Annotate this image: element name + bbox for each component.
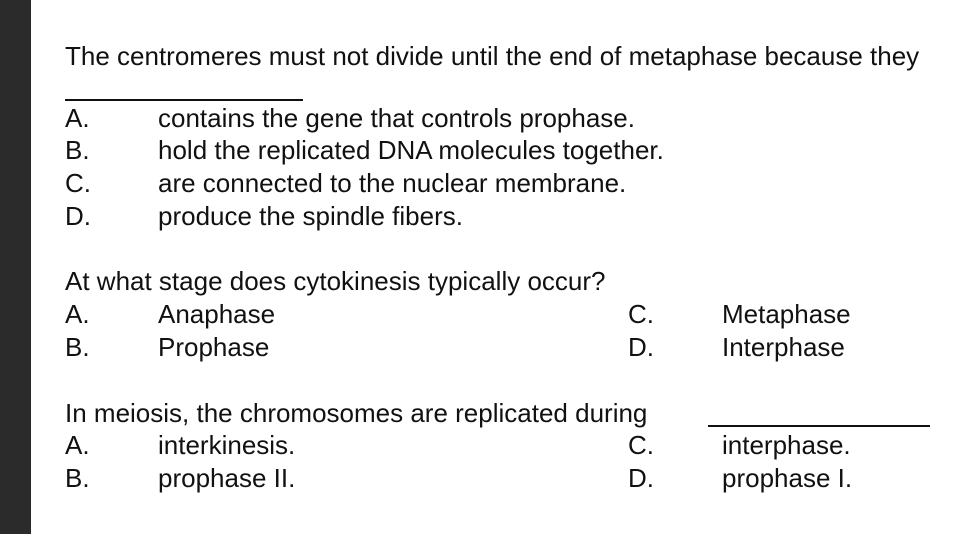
left-margin-bar — [0, 0, 31, 534]
question-1-option-b-letter: B. — [65, 135, 90, 165]
question-1-option-d-letter: D. — [65, 201, 91, 231]
question-2-option-d-text: Interphase — [722, 332, 845, 362]
question-2-option-b-text: Prophase — [158, 332, 270, 362]
question-3-option-c-text: interphase. — [722, 430, 851, 460]
question-3-option-c-letter: C. — [628, 430, 654, 460]
question-2-option-a-text: Anaphase — [158, 299, 276, 329]
question-1-option-c-text: are connected to the nuclear membrane. — [158, 168, 627, 198]
question-2-option-b-letter: B. — [65, 332, 90, 362]
question-1-option-c-letter: C. — [65, 168, 91, 198]
question-3-option-d-text: prophase I. — [722, 463, 853, 493]
question-1-option-a-text: contains the gene that controls prophase. — [158, 103, 635, 133]
question-3-option-a-letter: A. — [65, 430, 90, 460]
question-2-option-a-letter: A. — [65, 299, 90, 329]
question-3-option-b-letter: B. — [65, 463, 90, 493]
question-2-stem: At what stage does cytokinesis typically occur? — [65, 266, 606, 296]
question-3-stem: In meiosis, the chromosomes are replicated during — [65, 398, 648, 428]
document-page — [31, 0, 976, 534]
question-3-answer-blank — [708, 425, 930, 427]
question-1-stem: The centromeres must not divide until the end of metaphase because they — [65, 41, 920, 71]
question-1-option-a-letter: A. — [65, 103, 90, 133]
question-2-option-d-letter: D. — [628, 332, 654, 362]
question-3-option-d-letter: D. — [628, 463, 654, 493]
question-3-option-b-text: prophase II. — [158, 463, 296, 493]
question-1-option-d-text: produce the spindle fibers. — [158, 201, 463, 231]
question-3-option-a-text: interkinesis. — [158, 430, 296, 460]
question-1-answer-blank — [65, 99, 303, 101]
question-1-option-b-text: hold the replicated DNA molecules together. — [158, 135, 664, 165]
question-2-option-c-text: Metaphase — [722, 299, 851, 329]
question-2-option-c-letter: C. — [628, 299, 654, 329]
